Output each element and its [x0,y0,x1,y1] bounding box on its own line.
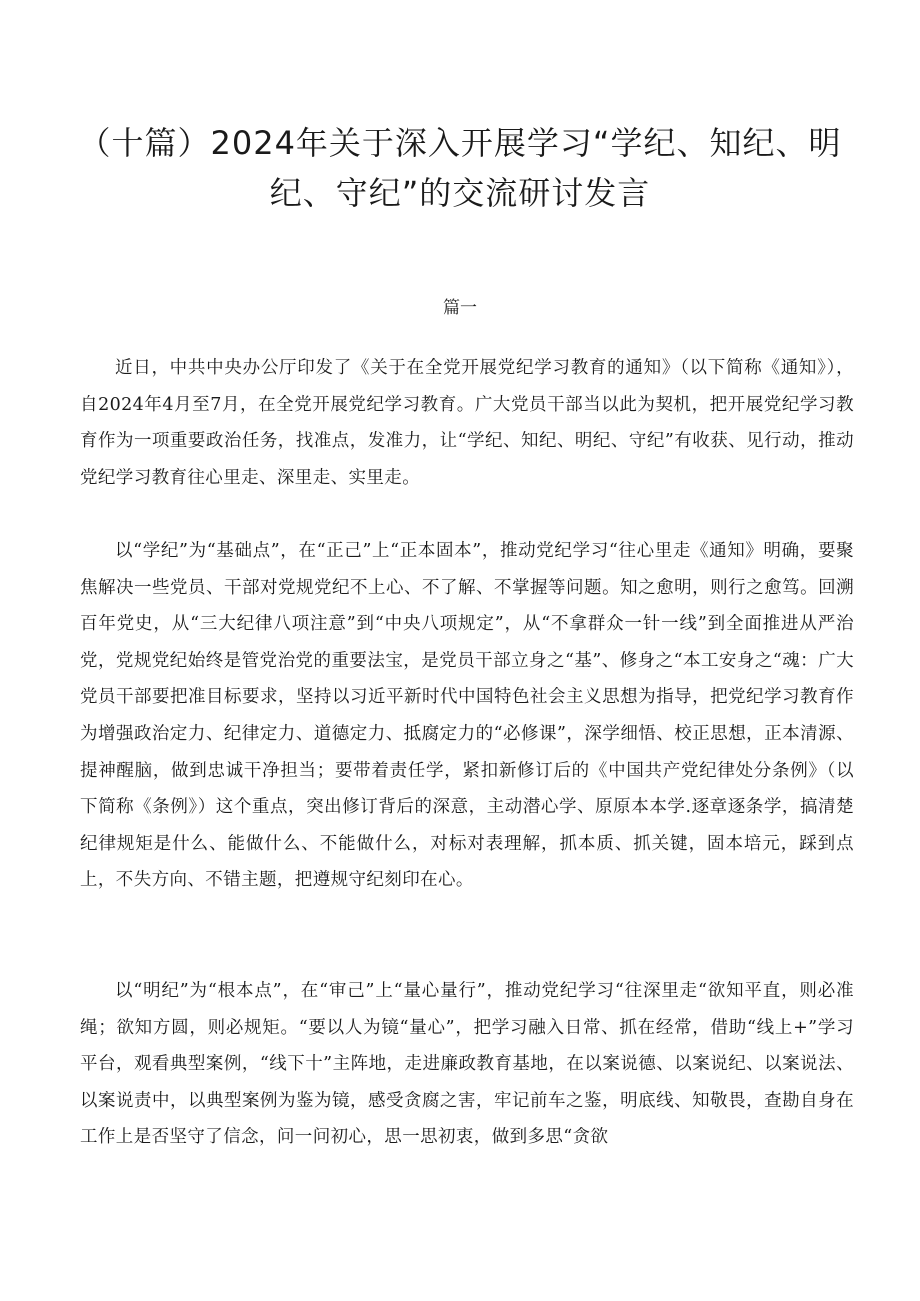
paragraph-3: 以“明纪”为“根本点”，在“审己”上“量心量行”，推动党纪学习“往深里走“欲知平直，则必准绳；欲知方圆，则必规矩。“要以人为镜“量心”，把学习融入日常、抓在经常，借助“线上+”学习平台，观看典型案例，“线下十”主阵地，走进廉政教育基地，在以案说德、以案说纪、以案说法、以案说责中，以典型案例为鉴为镜，感受贪腐之害，牢记前车之鉴，明底线、知敬畏，查勘自身在工作上是否坚守了信念，问一问初心，思一思初衷，做到多思“贪欲 [80,981,854,1148]
paragraph-1: 近日，中共中央办公厅印发了《关于在全党开展党纪学习教育的通知》（以下简称《通知》），自2024年4月至7月，在全党开展党纪学习教育。广大党员干部当以此为契机，把开展党纪学习教育作为一项重要政治任务，找准点，发准力，让“学纪、知纪、明纪、守纪”有收获、见行动，推动党纪学习教育往心里走、深里走、实里走。 [80,358,854,488]
section-label: 篇一 [443,298,477,318]
document-title: （十篇）2024年关于深入开展学习“学纪、知纪、明纪、守纪”的交流研讨发言 [78,124,842,212]
paragraph-2: 以“学纪”为“基础点”，在“正己”上“正本固本”，推动党纪学习“往心里走《通知》明确，要聚焦解决一些党员、干部对党规党纪不上心、不了解、不掌握等问题。知之愈明，则行之愈笃。回溯百年党史，从“三大纪律八项注意”到“中央八项规定”，从“不拿群众一针一线”到全面推进从严治党，党规党纪始终是管党治党的重要法宝，是党员干部立身之“基”、修身之“本工安身之“魂：广大党员干部要把准目标要求，坚持以习近平新时代中国特色社会主义思想为指导，把党纪学习教育作为增强政治定力、纪律定力、道德定力、抵腐定力的“必修课”，深学细悟、校正思想，正本清源、提神醒脑，做到忠诚干净担当；要带着责任学，紧扣新修订后的《中国共产党纪律处分条例》（以下简称《条例》）这个重点，突出修订背后的深意，主动潜心学、原原本本学.逐章逐条学，搞清楚纪律规矩是什么、能做什么、不能做什么，对标对表理解，抓本质、抓关键，固本培元，踩到点上，不失方向、不错主题，把遵规守纪刻印在心。 [80,541,854,891]
